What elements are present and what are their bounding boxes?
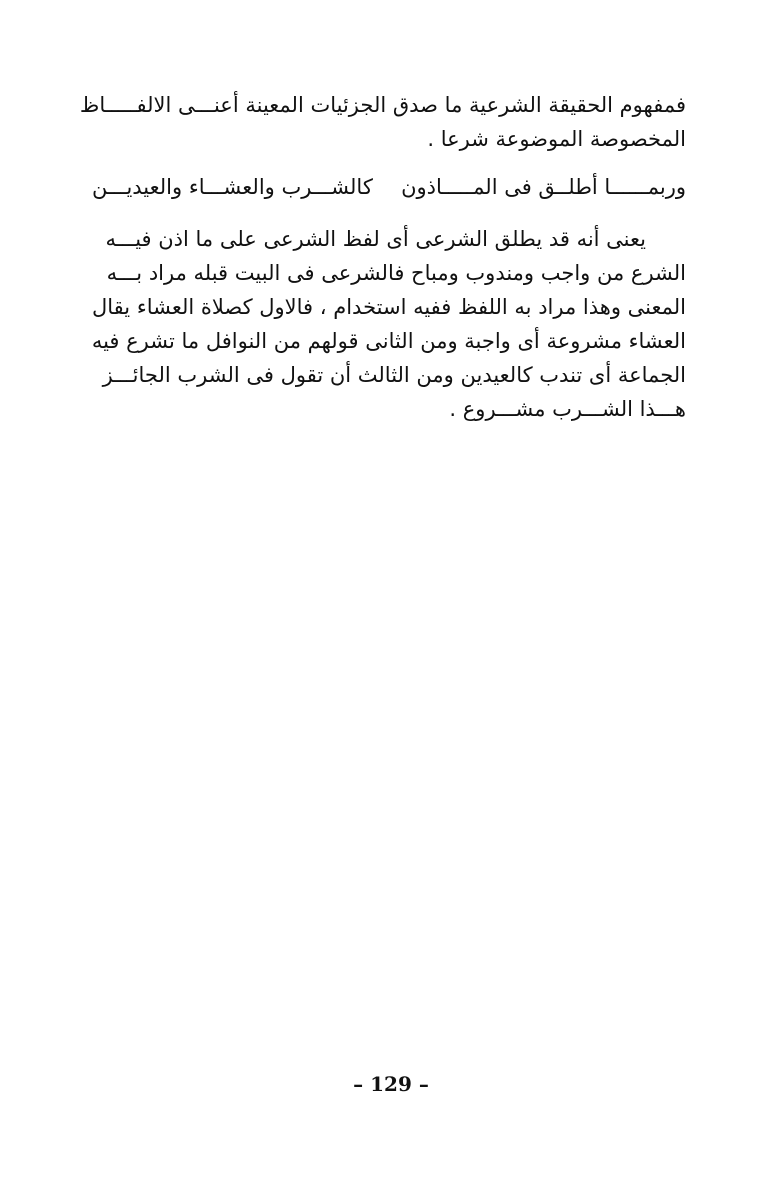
verse-left-hemistich: كالشـــرب والعشـــاء والعيديـــن <box>92 175 373 199</box>
intro-paragraph <box>79 88 686 156</box>
commentary-line-6: هـــذا الشـــرب مشـــروع . <box>449 397 686 421</box>
commentary-paragraph <box>92 222 686 426</box>
commentary-line-3: المعنى وهذا مراد به اللفظ ففيه استخدام ، فالاول كصلاة العشاء يقال <box>92 295 686 319</box>
commentary-line-1 <box>92 222 686 256</box>
commentary-line-5: الجماعة أى تندب كالعيدين ومن الثالث أن تقول فى الشرب الجائـــز <box>102 363 686 387</box>
verse-line <box>92 170 686 204</box>
commentary-line-4: العشاء مشروعة أى واجبة ومن الثانى قولهم من النوافل ما تشرع فيه <box>91 329 686 353</box>
verse-right-hemistich: وربمــــــا أطلــق فى المـــــاذون <box>401 175 686 199</box>
commentary-line-1-text: يعنى أنه قد يطلق الشرعى أى لفظ الشرعى على ما اذن فيـــه <box>105 227 646 251</box>
intro-line-1: فمفهوم الحقيقة الشرعية ما صدق الجزئيات المعينة أعنـــى الالفـــــاظ <box>79 93 686 117</box>
page-number: – 129 – <box>353 1072 429 1096</box>
commentary-line-2: الشرع من واجب ومندوب ومباح فالشرعى فى البيت قبله مراد بـــه <box>106 261 686 285</box>
intro-line-2: المخصوصة الموضوعة شرعا . <box>427 127 686 151</box>
